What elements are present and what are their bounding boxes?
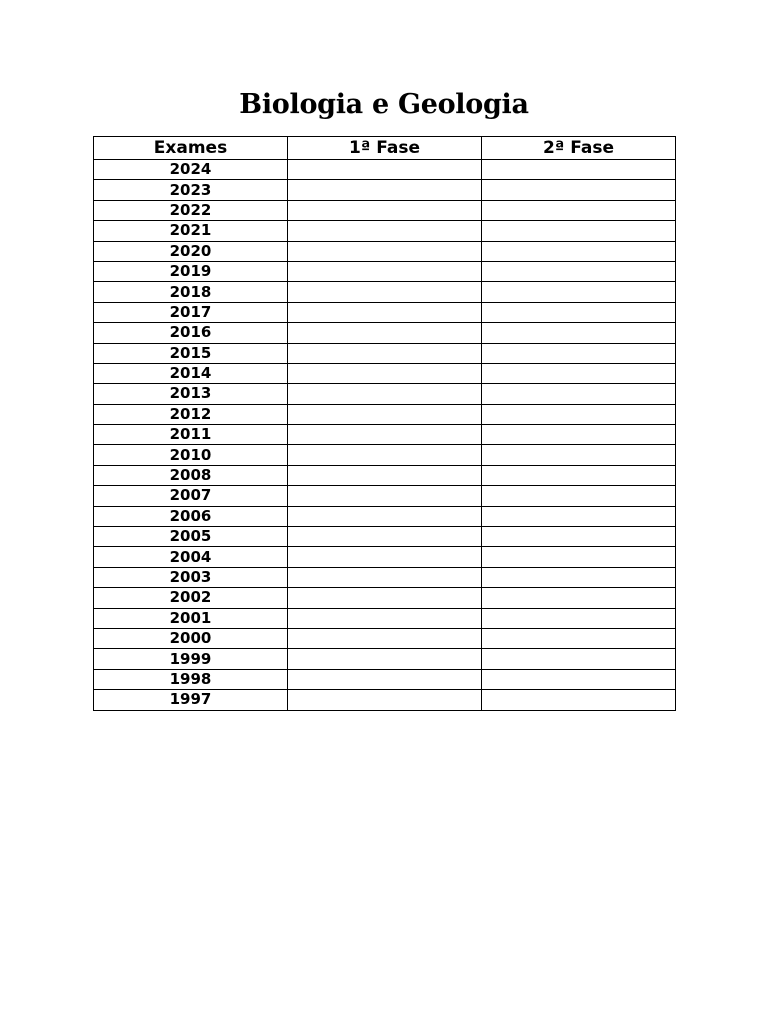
table-row bbox=[94, 221, 676, 241]
exam-year-cell: 2017 bbox=[94, 302, 288, 322]
fase-2-cell bbox=[482, 200, 676, 220]
header-fase-2: 2ª Fase bbox=[482, 137, 676, 160]
exam-year-cell: 2007 bbox=[94, 486, 288, 506]
exam-year-cell: 2011 bbox=[94, 425, 288, 445]
table-row bbox=[94, 608, 676, 628]
fase-2-cell bbox=[482, 547, 676, 567]
table-row bbox=[94, 404, 676, 424]
fase-1-cell bbox=[288, 241, 482, 261]
fase-1-cell bbox=[288, 628, 482, 648]
table-row bbox=[94, 486, 676, 506]
exam-year-cell: 2021 bbox=[94, 221, 288, 241]
fase-2-cell bbox=[482, 241, 676, 261]
fase-1-cell bbox=[288, 527, 482, 547]
table-row bbox=[94, 690, 676, 710]
exam-year-cell: 2002 bbox=[94, 588, 288, 608]
table-row bbox=[94, 200, 676, 220]
fase-1-cell bbox=[288, 506, 482, 526]
exam-year-cell: 2004 bbox=[94, 547, 288, 567]
fase-1-cell bbox=[288, 486, 482, 506]
table-row bbox=[94, 649, 676, 669]
exams-table bbox=[93, 136, 676, 711]
fase-2-cell bbox=[482, 506, 676, 526]
fase-2-cell bbox=[482, 567, 676, 587]
fase-1-cell bbox=[288, 608, 482, 628]
table-row bbox=[94, 343, 676, 363]
fase-1-cell bbox=[288, 404, 482, 424]
exam-year-cell: 2022 bbox=[94, 200, 288, 220]
fase-2-cell bbox=[482, 261, 676, 281]
fase-2-cell bbox=[482, 649, 676, 669]
table-row bbox=[94, 384, 676, 404]
fase-1-cell bbox=[288, 363, 482, 383]
header-fase-1: 1ª Fase bbox=[288, 137, 482, 160]
table-row bbox=[94, 180, 676, 200]
exam-year-cell: 1999 bbox=[94, 649, 288, 669]
exam-year-cell: 2012 bbox=[94, 404, 288, 424]
table-row bbox=[94, 588, 676, 608]
fase-2-cell bbox=[482, 628, 676, 648]
fase-2-cell bbox=[482, 363, 676, 383]
fase-1-cell bbox=[288, 282, 482, 302]
fase-1-cell bbox=[288, 649, 482, 669]
exam-year-cell: 2010 bbox=[94, 445, 288, 465]
exam-year-cell: 2016 bbox=[94, 323, 288, 343]
table-header-row bbox=[94, 137, 676, 160]
table-row bbox=[94, 282, 676, 302]
exam-year-cell: 1998 bbox=[94, 669, 288, 689]
fase-1-cell bbox=[288, 221, 482, 241]
table-row bbox=[94, 425, 676, 445]
table-row bbox=[94, 323, 676, 343]
fase-1-cell bbox=[288, 445, 482, 465]
exam-year-cell: 2008 bbox=[94, 465, 288, 485]
table-row bbox=[94, 465, 676, 485]
fase-1-cell bbox=[288, 200, 482, 220]
table-row bbox=[94, 241, 676, 261]
table-row bbox=[94, 628, 676, 648]
fase-2-cell bbox=[482, 588, 676, 608]
exam-year-cell: 2005 bbox=[94, 527, 288, 547]
fase-2-cell bbox=[482, 690, 676, 710]
fase-2-cell bbox=[482, 282, 676, 302]
fase-1-cell bbox=[288, 669, 482, 689]
fase-2-cell bbox=[482, 221, 676, 241]
exam-year-cell: 2000 bbox=[94, 628, 288, 648]
table-row bbox=[94, 302, 676, 322]
fase-2-cell bbox=[482, 465, 676, 485]
exam-year-cell: 1997 bbox=[94, 690, 288, 710]
fase-1-cell bbox=[288, 547, 482, 567]
fase-1-cell bbox=[288, 384, 482, 404]
exam-year-cell: 2003 bbox=[94, 567, 288, 587]
table-row bbox=[94, 160, 676, 180]
fase-2-cell bbox=[482, 160, 676, 180]
fase-2-cell bbox=[482, 425, 676, 445]
fase-2-cell bbox=[482, 323, 676, 343]
fase-1-cell bbox=[288, 302, 482, 322]
table-row bbox=[94, 363, 676, 383]
fase-2-cell bbox=[482, 669, 676, 689]
fase-1-cell bbox=[288, 465, 482, 485]
fase-1-cell bbox=[288, 343, 482, 363]
exam-year-cell: 2006 bbox=[94, 506, 288, 526]
fase-1-cell bbox=[288, 690, 482, 710]
exam-year-cell: 2001 bbox=[94, 608, 288, 628]
fase-1-cell bbox=[288, 180, 482, 200]
fase-2-cell bbox=[482, 384, 676, 404]
table-row bbox=[94, 567, 676, 587]
fase-2-cell bbox=[482, 404, 676, 424]
fase-1-cell bbox=[288, 567, 482, 587]
header-exames: Exames bbox=[94, 137, 288, 160]
exam-year-cell: 2020 bbox=[94, 241, 288, 261]
exam-year-cell: 2014 bbox=[94, 363, 288, 383]
table-row bbox=[94, 445, 676, 465]
table-row bbox=[94, 527, 676, 547]
fase-2-cell bbox=[482, 302, 676, 322]
fase-1-cell bbox=[288, 425, 482, 445]
fase-2-cell bbox=[482, 343, 676, 363]
table-row bbox=[94, 506, 676, 526]
fase-1-cell bbox=[288, 261, 482, 281]
fase-1-cell bbox=[288, 588, 482, 608]
fase-2-cell bbox=[482, 608, 676, 628]
fase-1-cell bbox=[288, 160, 482, 180]
exam-year-cell: 2024 bbox=[94, 160, 288, 180]
fase-2-cell bbox=[482, 180, 676, 200]
exams-table-body bbox=[94, 160, 676, 711]
document-title: Biologia e Geologia bbox=[239, 89, 529, 120]
exam-year-cell: 2019 bbox=[94, 261, 288, 281]
exam-year-cell: 2023 bbox=[94, 180, 288, 200]
exam-year-cell: 2018 bbox=[94, 282, 288, 302]
table-row bbox=[94, 547, 676, 567]
fase-2-cell bbox=[482, 445, 676, 465]
exam-year-cell: 2015 bbox=[94, 343, 288, 363]
fase-2-cell bbox=[482, 527, 676, 547]
table-row bbox=[94, 261, 676, 281]
table-row bbox=[94, 669, 676, 689]
fase-2-cell bbox=[482, 486, 676, 506]
fase-1-cell bbox=[288, 323, 482, 343]
exam-year-cell: 2013 bbox=[94, 384, 288, 404]
